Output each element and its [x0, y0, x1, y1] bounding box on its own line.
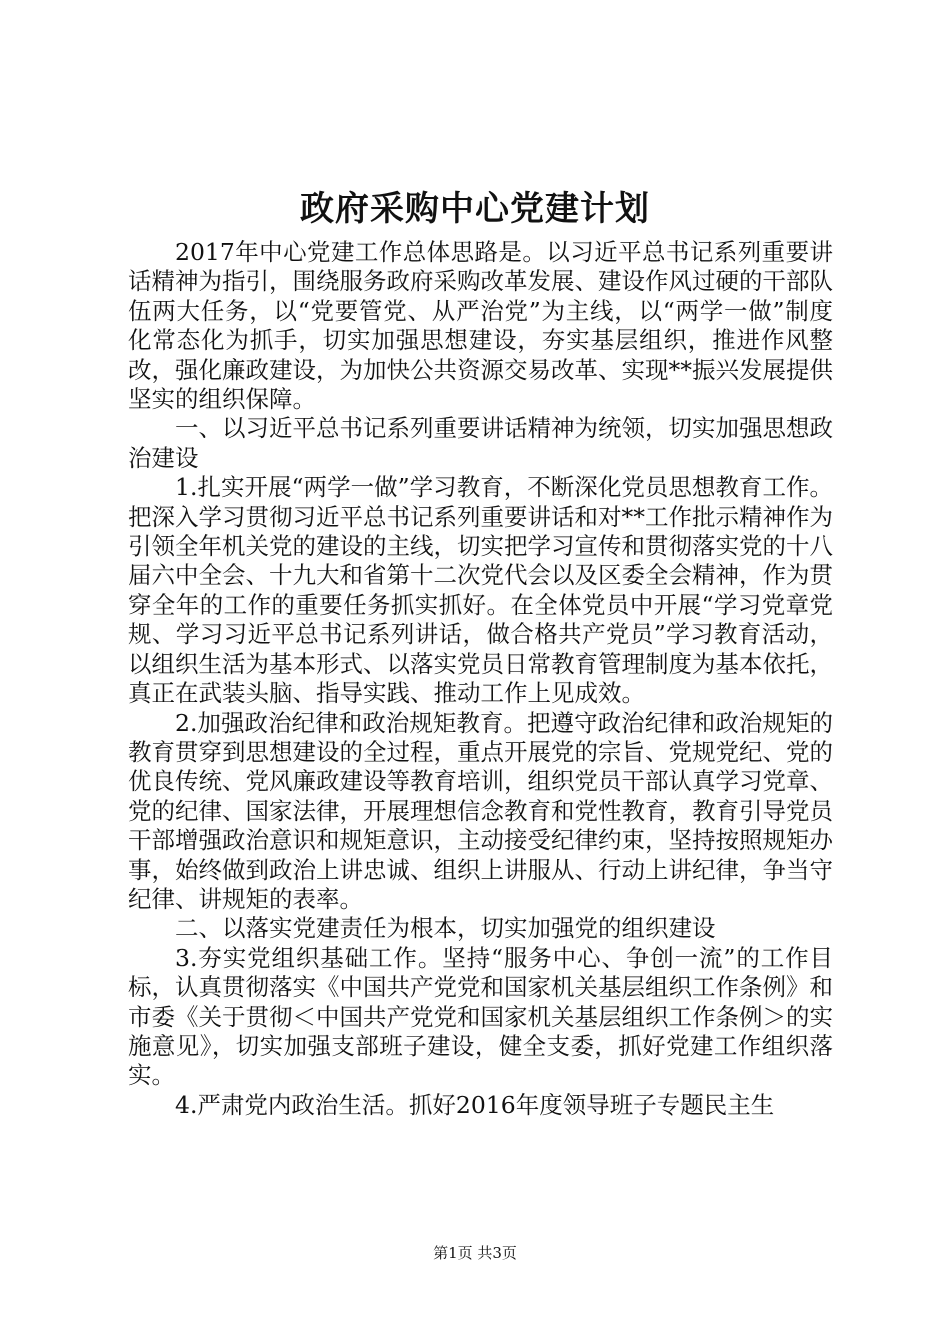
page-footer: 第1页 共3页: [433, 1244, 517, 1262]
paragraph-intro: 2017年中心党建工作总体思路是。以习近平总书记系列重要讲话精神为指引，围绕服务政府采购改革发展、建设作风过硬的干部队伍两大任务，以“党要管党、从严治党”为主线，以“两学一做”制度化常态化为抓手，切实加强思想建设，夯实基层组织，推进作风整改，强化廉政建设，为加快公共资源交易改革、实现**振兴发展提供坚实的组织保障。: [128, 238, 833, 414]
paragraph-item-3: 3.夯实党组织基础工作。坚持“服务中心、争创一流”的工作目标，认真贯彻落实《中国共产党党和国家机关基层组织工作条例》和市委《关于贯彻＜中国共产党党和国家机关基层组织工作条例＞的实施意见》，切实加强支部班子建设，健全支委，抓好党建工作组织落实。: [128, 943, 833, 1090]
paragraph-item-2: 2.加强政治纪律和政治规矩教育。把遵守政治纪律和政治规矩的教育贯穿到思想建设的全过程，重点开展党的宗旨、党规党纪、党的优良传统、党风廉政建设等教育培训，组织党员干部认真学习党章、党的纪律、国家法律，开展理想信念教育和党性教育，教育引导党员干部增强政治意识和规矩意识，主动接受纪律约束，坚持按照规矩办事，始终做到政治上讲忠诚、组织上讲服从、行动上讲纪律，争当守纪律、讲规矩的表率。: [128, 708, 833, 913]
paragraph-item-1: 1.扎实开展“两学一做”学习教育，不断深化党员思想教育工作。把深入学习贯彻习近平总书记系列重要讲话和对**工作批示精神作为引领全年机关党的建设的主线，切实把学习宣传和贯彻落实党的十八届六中全会、十九大和省第十二次党代会以及区委全会精神，作为贯穿全年的工作的重要任务抓实抓好。在全体党员中开展“学习党章党规、学习习近平总书记系列讲话，做合格共产党员”学习教育活动，以组织生活为基本形式、以落实党员日常教育管理制度为基本依托，真正在武装头脑、指导实践、推动工作上见成效。: [128, 473, 833, 708]
paragraph-item-4: 4.严肃党内政治生活。抓好2016年度领导班子专题民主生: [175, 1090, 775, 1119]
document-body: [128, 238, 833, 1120]
section-heading-2: 二、以落实党建责任为根本，切实加强党的组织建设: [175, 914, 716, 943]
document-title: 政府采购中心党建计划: [300, 189, 650, 229]
section-heading-1: 一、以习近平总书记系列重要讲话精神为统领，切实加强思想政治建设: [128, 414, 833, 472]
